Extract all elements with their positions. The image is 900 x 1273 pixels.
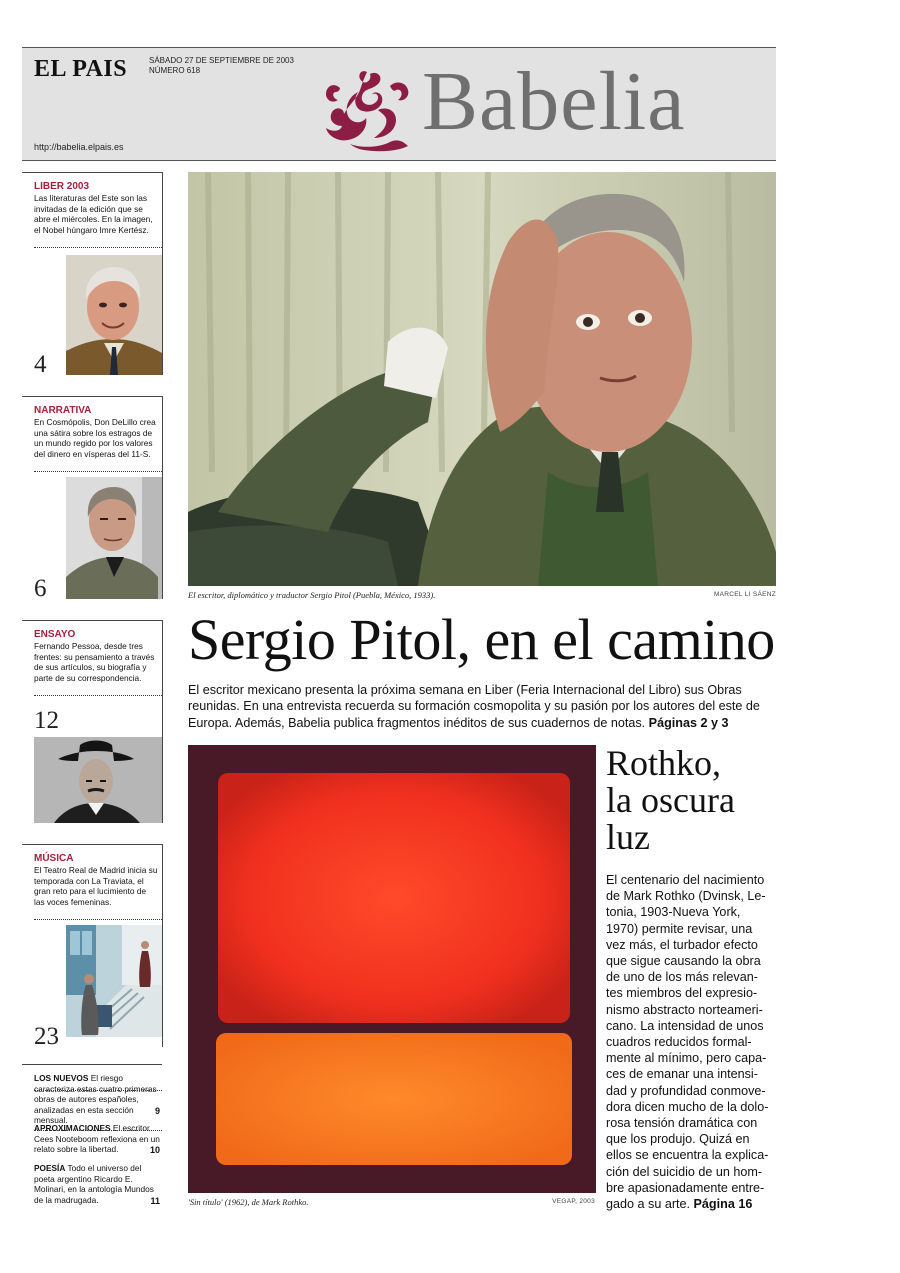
brief-text: El riesgo caracteriza estas cuatro primeras obras de autores españoles, analizadas en esta sección mensual. (34, 1073, 157, 1125)
sidebar-item-title: MÚSICA (34, 853, 74, 864)
pessoa-portrait (34, 737, 162, 823)
sidebar-item-text: En Cosmópolis, Don DeLillo crea una sátira sobre los estragos de un mundo regido por los valores del dinero en vísperas del 11-S. (34, 417, 156, 459)
photo-credit: MARCEL LI SÁENZ (713, 591, 776, 598)
traviata-photo (66, 925, 162, 1037)
photo-caption: El escritor, diplomático y traductor Sergio Pitol (Puebla, México, 1933). (188, 590, 436, 600)
page-number: 6 (34, 575, 47, 602)
dateline (149, 56, 294, 76)
delillo-portrait (66, 477, 162, 599)
sidebar-item-title: LIBER 2003 (34, 181, 90, 192)
rothko-painting (188, 745, 596, 1193)
page-number: 4 (34, 351, 47, 378)
issue-number: NÚMERO 618 (149, 66, 201, 75)
sidebar-item-text: Las literaturas del Este son las invitadas de la edición que se abre el miércoles. En la imagen, el Nobel húngaro Imre Kertész. (34, 193, 153, 235)
headline[interactable]: Sergio Pitol, en el camino (188, 607, 775, 672)
rothko-headline[interactable]: Rothko, la oscura luz (606, 743, 735, 857)
brief-page: 10 (149, 1144, 160, 1155)
page-number: 12 (34, 707, 59, 734)
divider (34, 1090, 162, 1091)
rothko-article-body: El centenario del nacimiento de Mark Rothko (Dvinsk, Le- tonia, 1903-Nueva York, 1970) permite revisar, una vez más, el turbador efecto que sigue causando la obra de uno de los más relevan- tes miembros del expresio- nismo abstracto norteameri- cano. La intensidad de unos cuadros reducidos formal- mente al mínimo, pero capa- ces de emanar una intensi- dad y profundidad conmove- dora dicen mucho de la dolo- rosa tensión dramática con que los produjo. Quizá en ellos se encuentra la explica- ción del suicidio de un hom- bre apasionadamente entre- gado a su arte. Página 16 (606, 873, 769, 1212)
sidebar-item-liber[interactable] (22, 172, 163, 378)
sidebar-item-ensayo[interactable] (22, 620, 163, 823)
divider (34, 1130, 162, 1131)
divider (34, 247, 162, 248)
brief-title: POESÍA (34, 1163, 66, 1173)
brief-text: Todo el universo del poeta argentino Ricardo E. Molinari, en la antología Mundos de la madrugada. (34, 1163, 154, 1205)
brief-item-los-nuevos[interactable] (34, 1073, 162, 1125)
sidebar-item-title: ENSAYO (34, 629, 76, 640)
brief-item-aproximaciones[interactable] (34, 1123, 162, 1155)
lead-paragraph (188, 682, 778, 731)
kertesz-portrait (66, 255, 162, 375)
brief-page: 9 (154, 1105, 160, 1116)
brief-page: 11 (150, 1195, 160, 1206)
painting-credit: VEGAP, 2003 (552, 1198, 595, 1205)
sidebar-item-musica[interactable] (22, 844, 163, 1050)
briefs-list (22, 1064, 162, 1207)
brief-item-poesia[interactable] (34, 1163, 162, 1206)
sidebar-item-title: NARRATIVA (34, 405, 92, 416)
brief-text: El escritor Cees Nooteboom reflexiona en un relato sobre la libertad. (34, 1123, 160, 1154)
painting-caption: 'Sin título' (1962), de Mark Rothko. (188, 1197, 309, 1207)
pitol-photo (188, 172, 776, 586)
divider (34, 919, 162, 920)
lead-text: El escritor mexicano presenta la próxima semana en Liber (Feria Internacional del Libro) sus Obras reunidas. En una entrevista recuerda su formación cosmopolita y su pasión por los autores del este de Europa. Además, Babelia publica fragmentos inéditos de sus cuadernos de notas. (188, 683, 760, 730)
sidebar-item-text: El Teatro Real de Madrid inicia su temporada con La Traviata, el gran reto para el lucimiento de las voces femeninas. (34, 865, 158, 907)
divider (34, 695, 162, 696)
supplement-title: Babelia (422, 55, 686, 148)
divider (34, 471, 162, 472)
newspaper-name: EL PAIS (34, 56, 128, 82)
website-url[interactable]: http://babelia.elpais.es (34, 142, 124, 152)
brief-title: LOS NUEVOS (34, 1073, 89, 1083)
masthead (22, 47, 776, 161)
babelia-logo-icon (320, 66, 414, 152)
brief-title: APROXIMACIONES (34, 1123, 111, 1133)
rothko-page-ref[interactable]: Página 16 (693, 1197, 753, 1212)
issue-date: SÁBADO 27 DE SEPTIEMBRE DE 2003 (149, 56, 294, 65)
sidebar-item-narrativa[interactable] (22, 396, 163, 602)
lead-page-ref[interactable]: Páginas 2 y 3 (648, 715, 729, 730)
sidebar-item-text: Fernando Pessoa, desde tres frentes: su pensamiento a través de sus artículos, su biografía y parte de su correspondencia. (34, 641, 155, 683)
page-number: 23 (34, 1023, 59, 1050)
